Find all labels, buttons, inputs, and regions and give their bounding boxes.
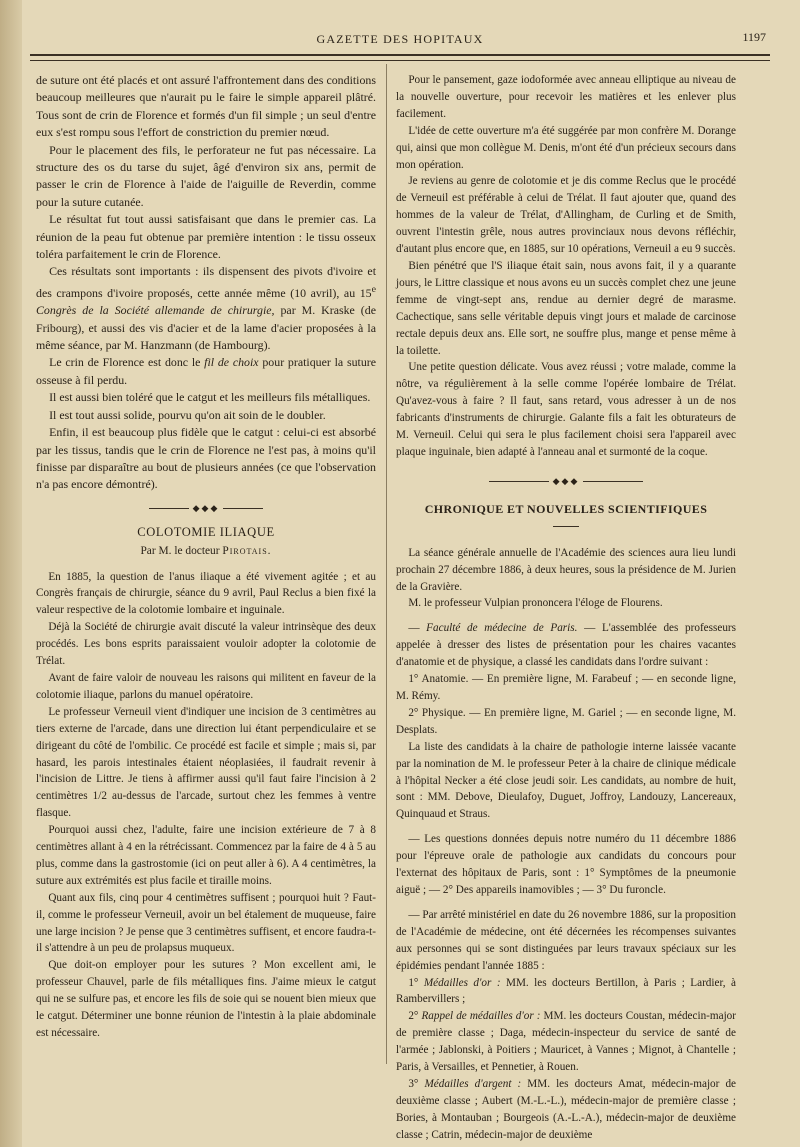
paragraph: M. le professeur Vulpian prononcera l'éloge de Flourens. — [408, 597, 663, 610]
paragraph: 2° Physique. — En première ligne, M. Gariel ; — en seconde ligne, M. Desplats. — [396, 706, 736, 736]
section-heading: CHRONIQUE ET NOUVELLES SCIENTIFIQUES — [424, 501, 708, 516]
paragraph: Je reviens au genre de colotomie et je dis comme Reclus que le procédé de Verneuil est préférable à celui de Trélat. Il faut ajouter que, quand des hommes de la valeur de Trélat, d'Allingham, de Curling et de Smith, ouvrent l'intestin grêle, nous autres provinciaux nous devons réfléchir, d'autant plus encore que, en 1885, sur 10 opérations, Verneuil a eu 9 succès. — [396, 175, 736, 256]
text-run: 1° — [408, 976, 424, 989]
text-run: 2° — [408, 1010, 422, 1023]
header-rule — [30, 54, 770, 61]
paragraph: Avant de faire valoir de nouveau les raisons qui militent en faveur de la colotomie iliaque, parlons du manuel opératoire. — [36, 671, 376, 701]
italic-run: Rappel de médailles d'or : — [421, 1010, 541, 1023]
author-name: Pirotais. — [222, 545, 272, 558]
article-title: COLOTOMIE ILIAQUE — [137, 524, 275, 539]
text-run: Le crin de Florence est donc le — [49, 355, 205, 370]
paragraph: 1° Anatomie. — En première ligne, M. Farabeuf ; — en seconde ligne, M. Rémy. — [396, 673, 736, 702]
paragraph — [396, 1008, 736, 1076]
paragraph: — Par arrêté ministériel en date du 26 novembre 1886, sur la proposition de l'Académie de médecine, ont été décernées les récompenses suivantes aux personnes qui se sont distinguées par leurs travaux spéciaux sur les épidémies pendant l'année 1885 : — [396, 908, 736, 972]
text-run: MM. les docteurs Coustan, médecin-major de première classe ; Daga, médecin-inspecteur du service de santé de l'armée ; Jablonski, à Poitiers ; Mauricet, à Vannes ; Mignot, à Chantelle ; Paris, à Versailles, et Pennetier, à Rouen. — [396, 1010, 736, 1074]
text-run: pour pratiquer la suture osseuse à fil perdu. — [36, 355, 376, 387]
italic-run: Médailles d'argent : — [424, 1077, 522, 1090]
text-run: MM. les docteurs Amat, médecin-major de deuxième classe ; Aubert (M.-L.-L.), médecin-major de première classe ; Bories, à Montauban ; Bourgeois (A.-L.-A.), médecin-major de deuxième classe ; Catrin, médecin-major de deuxième — [396, 1077, 736, 1141]
paragraph — [396, 1076, 736, 1144]
italic-run: fil de choix — [204, 355, 259, 370]
paragraph — [396, 620, 736, 671]
paragraph: La séance générale annuelle de l'Académie des sciences aura lieu lundi prochain 27 décembre 1886, à deux heures, sous la présidence de M. Jurien de la Gravière. — [396, 546, 736, 593]
paragraph: Pourquoi aussi chez, l'adulte, faire une incision extérieure de 7 à 8 centimètres allant à 4 en la rétrécissant. Commencez par la faire de 4 à 5 au plus, comme dans la gastrostomie (ici on peut aller à 6). A 4 centimètres, la suture aux extrémités est plus facile et tiraille moins. — [36, 824, 376, 887]
italic-run: Faculté de médecine de Paris. — [426, 622, 578, 635]
text-run: — L'assemblée des professeurs appelée à dresser des listes de présentation pour les chaires vacantes d'anatomie et de physique, a classé les candidats dans l'ordre suivant : — [396, 622, 736, 669]
paragraph: Que doit-on employer pour les sutures ? Mon excellent ami, le professeur Chauvel, parle de fils métalliques fins. J'aime mieux le catgut qui ne se sulfure pas, et encore les fils de soie qui se nouent bien mieux que le catgut. Déterminer une bonne réunion de l'intestin à la plaie abdominale est nécessaire. — [36, 959, 376, 1039]
italic-run: Médailles d'or : — [423, 976, 501, 989]
italic-run: Congrès de la Société allemande de chirurgie, — [36, 303, 275, 318]
column-divider — [386, 64, 387, 1064]
right-column — [396, 72, 736, 1144]
paragraph: Une petite question délicate. Vous avez réussi ; votre malade, comme la nôtre, va régulièrement à la selle comme l'opérée lombaire de Trélat. Qu'avez-vous à faire ? Il faut, sans retard, vous adresser à un de nos fabricants d'instruments de chirurgie. Galante fils a fait les obturateurs de M. Verneuil. Celui qui sera le plus facilement choisi sera l'appareil avec plaque inguinale, bien adapté à l'anneau anal et surmonté de la coque. — [396, 361, 736, 458]
article-body — [36, 569, 376, 1042]
byline-prefix: Par M. le docteur — [140, 545, 223, 558]
paragraph: Pour le pansement, gaze iodoformée avec anneau elliptique au niveau de la nouvelle ouverture, pour recevoir les matières et les enlever plus facilement. — [396, 74, 736, 120]
ornament-line — [223, 508, 263, 509]
paragraph: de suture ont été placés et ont assuré l'affrontement dans des conditions beaucoup meilleures que n'aurait pu le faire le simple appareil plâtré. Tous sont de crin de Florence et formés d'un fil simple ; un seul d'entre eux s'est rompu sous l'effort de constriction du premier nœud. — [36, 73, 376, 140]
paragraph: En 1885, la question de l'anus iliaque a été vivement agitée ; et au Congrès français de chirurgie, séance du 9 avril, Paul Reclus a bien fixé la valeur respective de la colotomie lombaire et inguinale. — [36, 570, 376, 617]
page-number: 1197 — [742, 30, 766, 44]
paragraph — [36, 354, 376, 389]
spacer — [396, 612, 736, 620]
ornament-diamonds: ◆◆◆ — [192, 503, 220, 514]
paragraph: Il est aussi bien toléré que le catgut et les meilleurs fils métalliques. — [49, 390, 371, 405]
spacer — [396, 899, 736, 907]
text-run: — — [408, 622, 427, 635]
text-run: MM. les docteurs Bertillon, à Paris ; Lardier, à Rambervillers ; — [396, 976, 736, 1006]
paragraph — [396, 975, 736, 1009]
paragraph: Il est tout aussi solide, pourvu qu'on ait soin de le doubler. — [49, 407, 326, 422]
section-ornament — [36, 500, 376, 518]
ornament-line — [149, 508, 189, 509]
paragraph: Enfin, il est beaucoup plus fidèle que le catgut : celui-ci est absorbé par les tissus, tandis que le crin de Florence ne l'est pas, à moins qu'il finisse par disparaître au bout de plusieurs années (ce que l'observation n'a pas encore démontré). — [36, 425, 376, 492]
text-run: Ces résultats sont importants : ils dispensent des pivots d'ivoire et des crampons d'ivoire proposés, cette année même (10 avril), au 15 — [36, 264, 376, 300]
paragraph: L'idée de cette ouverture m'a été suggérée par mon confrère M. Dorange qui, ainsi que mon collègue M. Denis, m'ont été d'un précieux secours dans mon opération. — [396, 124, 736, 171]
page-binding-edge — [0, 0, 22, 1147]
text-run: par M. Kraske (de Fribourg), et aussi des vis d'acier et de la lame d'acier proposées à la même séance, par M. Hanzmann (de Hambourg). — [36, 303, 376, 353]
page-header — [30, 30, 770, 52]
paragraph: Déjà la Société de chirurgie avait discuté la valeur intrinsèque des deux procédés. Les bons esprits paraissaient vouloir adopter la colotomie de Trélat. — [36, 621, 376, 668]
paragraph: — Les questions données depuis notre numéro du 11 décembre 1886 pour l'épreuve orale de pathologie aux candidats du concours pour l'externat des hôpitaux de Paris, sont : 1° Symptômes de la pneumonie aiguë ; — 2° Des appareils inamovibles ; — 3° Du furoncle. — [396, 833, 736, 896]
ornament-line — [583, 481, 643, 482]
paragraph — [36, 263, 376, 354]
article-byline — [36, 543, 376, 560]
section-ornament — [396, 473, 736, 491]
spacer — [396, 823, 736, 831]
paragraph: Pour le placement des fils, le perforateur ne fut pas nécessaire. La structure des os du tarse du sujet, âgé d'environ six ans, permit de passer le crin de Florence à l'aide de l'aiguille de Reverdin, comme pour la suture cutanée. — [36, 142, 376, 209]
paragraph: Bien pénétré que l'S iliaque était sain, nous avons fait, il y a quarante jours, le Littre classique et nous avons eu un succès complet chez une jeune femme de vingt-sept ans, rendue au dernier degré de marasme. Cachectique, sans selle véritable depuis vingt jours et malade de carcinose rectale depuis deux ans. Elle sort, ne souffre plus, mange et pense même à la toilette. — [396, 259, 736, 357]
text-run: 3° — [408, 1077, 425, 1090]
left-column — [36, 72, 376, 1042]
heading-rule — [553, 526, 579, 527]
paragraph: Quant aux fils, cinq pour 4 centimètres suffisent ; pourquoi huit ? Faut-il, comme le professeur Verneuil, avoir un bel étalement de muqueuse, faire une large incision ? Je pense que 3 centimètres suffisent, et encore faudra-t-il s'attendre à un peu de prolapsus muqueux. — [36, 891, 376, 955]
journal-title: GAZETTE DES HOPITAUX — [316, 32, 484, 46]
paragraph: Le résultat fut tout aussi satisfaisant que dans le premier cas. La réunion de la peau fut obtenue par première intention : le tissu osseux toléra parfaitement le crin de Florence. — [36, 212, 376, 262]
ornament-line — [489, 481, 549, 482]
superscript: e — [371, 283, 376, 295]
paragraph: Le professeur Verneuil vient d'indiquer une incision de 3 centimètres au tiers externe de l'arcade, dans une direction lui étant perpendiculaire et se dirigeant du côté de l'ombilic. Ce procédé est facile et simple ; mais si, par hasard, les parois intestinales étaient néoplasiées, il faudrait revenir à l'incision de Littre. Je tiens à affirmer aussi qu'il faut faire l'incision à 2 centimètres 1/2 au-dessus de l'arcade, surtout chez les femmes à ventre flasque. — [36, 705, 376, 820]
ornament-diamonds: ◆◆◆ — [552, 476, 580, 487]
paragraph: La liste des candidats à la chaire de pathologie interne laissée vacante par la nomination de M. le professeur Peter à la chaire de clinique médicale à l'hôpital Necker a été close jeudi soir. Les candidats, au nombre de huit, sont : MM. Debove, Dieulafoy, Duguet, Joffroy, Landouzy, Lancereaux, Quinquaud et Straus. — [396, 740, 736, 821]
